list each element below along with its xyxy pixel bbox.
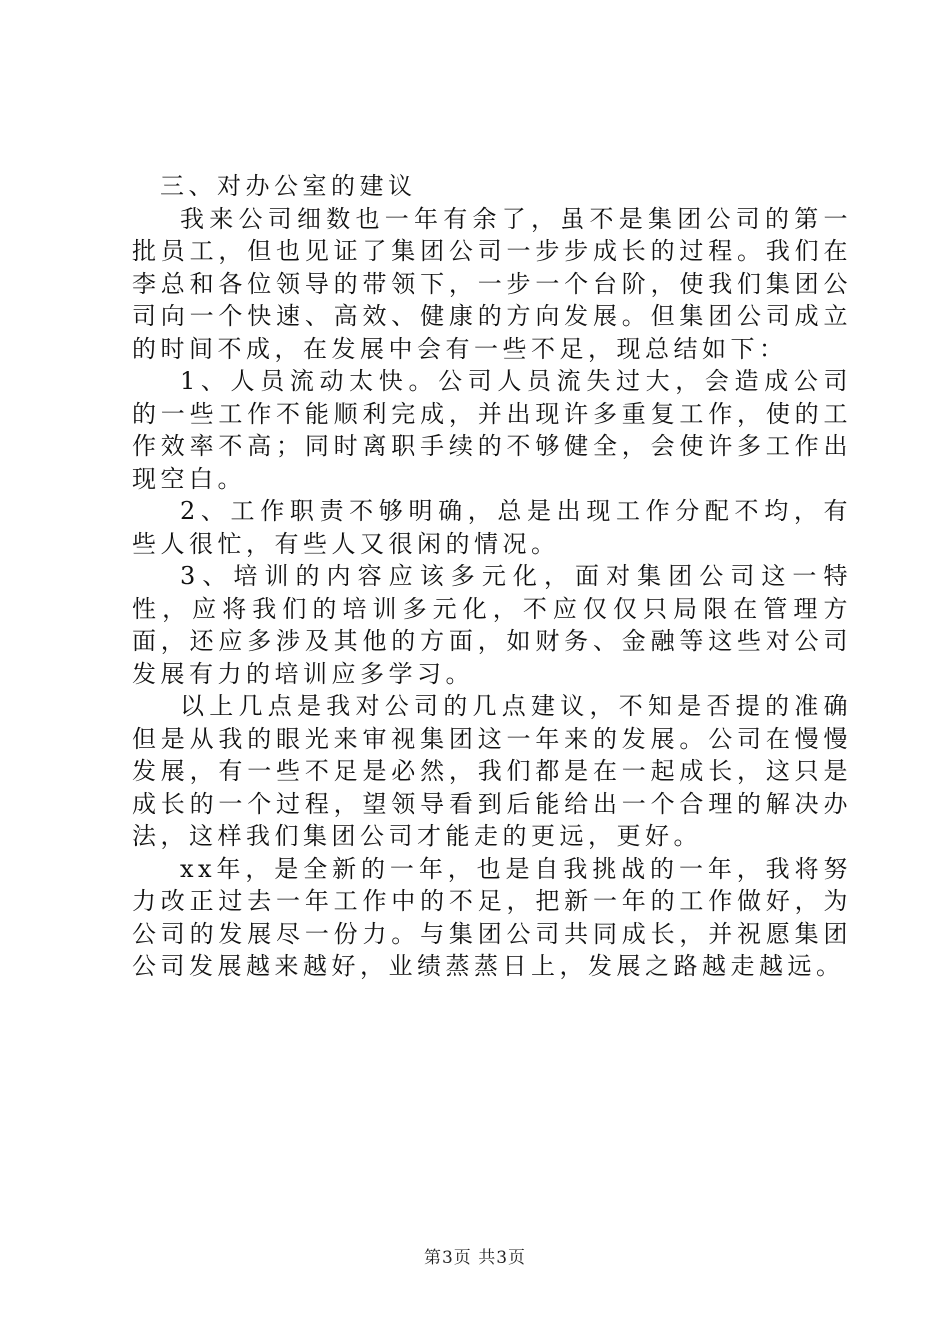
- paragraph-intro: 我来公司细数也一年有余了，虽不是集团公司的第一批员工，但也见证了集团公司一步步成长的过程。我们在李总和各位领导的带领下，一步一个台阶，使我们集团公司向一个快速、高效、健康的方向发展。但集团公司成立的时间不成，在发展中会有一些不足，现总结如下：: [132, 204, 852, 363]
- page-number-footer: 第3页 共3页: [423, 1248, 527, 1268]
- paragraph-item-3: 3、培训的内容应该多元化，面对集团公司这一特性，应将我们的培训多元化，不应仅仅只局限在管理方面，还应多涉及其他的方面，如财务、金融等这些对公司发展有力的培训应多学习。: [132, 562, 852, 688]
- paragraph-summary: 以上几点是我对公司的几点建议，不知是否提的准确但是从我的眼光来审视集团这一年来的发展。公司在慢慢发展，有一些不足是必然，我们都是在一起成长，这只是成长的一个过程，望领导看到后能给出一个合理的解决办法，这样我们集团公司才能走的更远，更好。: [132, 692, 852, 850]
- paragraph-item-1: 1、人员流动太快。公司人员流失过大，会造成公司的一些工作不能顺利完成，并出现许多重复工作，使的工作效率不高；同时离职手续的不够健全，会使许多工作出现空白。: [132, 367, 852, 493]
- document-body: [132, 170, 852, 983]
- paragraph-item-2: 2、工作职责不够明确，总是出现工作分配不均，有些人很忙，有些人又很闲的情况。: [132, 497, 852, 558]
- paragraph-closing: xx年，是全新的一年，也是自我挑战的一年，我将努力改正过去一年工作中的不足，把新一年的工作做好，为公司的发展尽一份力。与集团公司共同成长，并祝愿集团公司发展越来越好，业绩蒸蒸日上，发展之路越走越远。: [132, 854, 852, 980]
- section-heading: 三、对办公室的建议: [160, 172, 417, 200]
